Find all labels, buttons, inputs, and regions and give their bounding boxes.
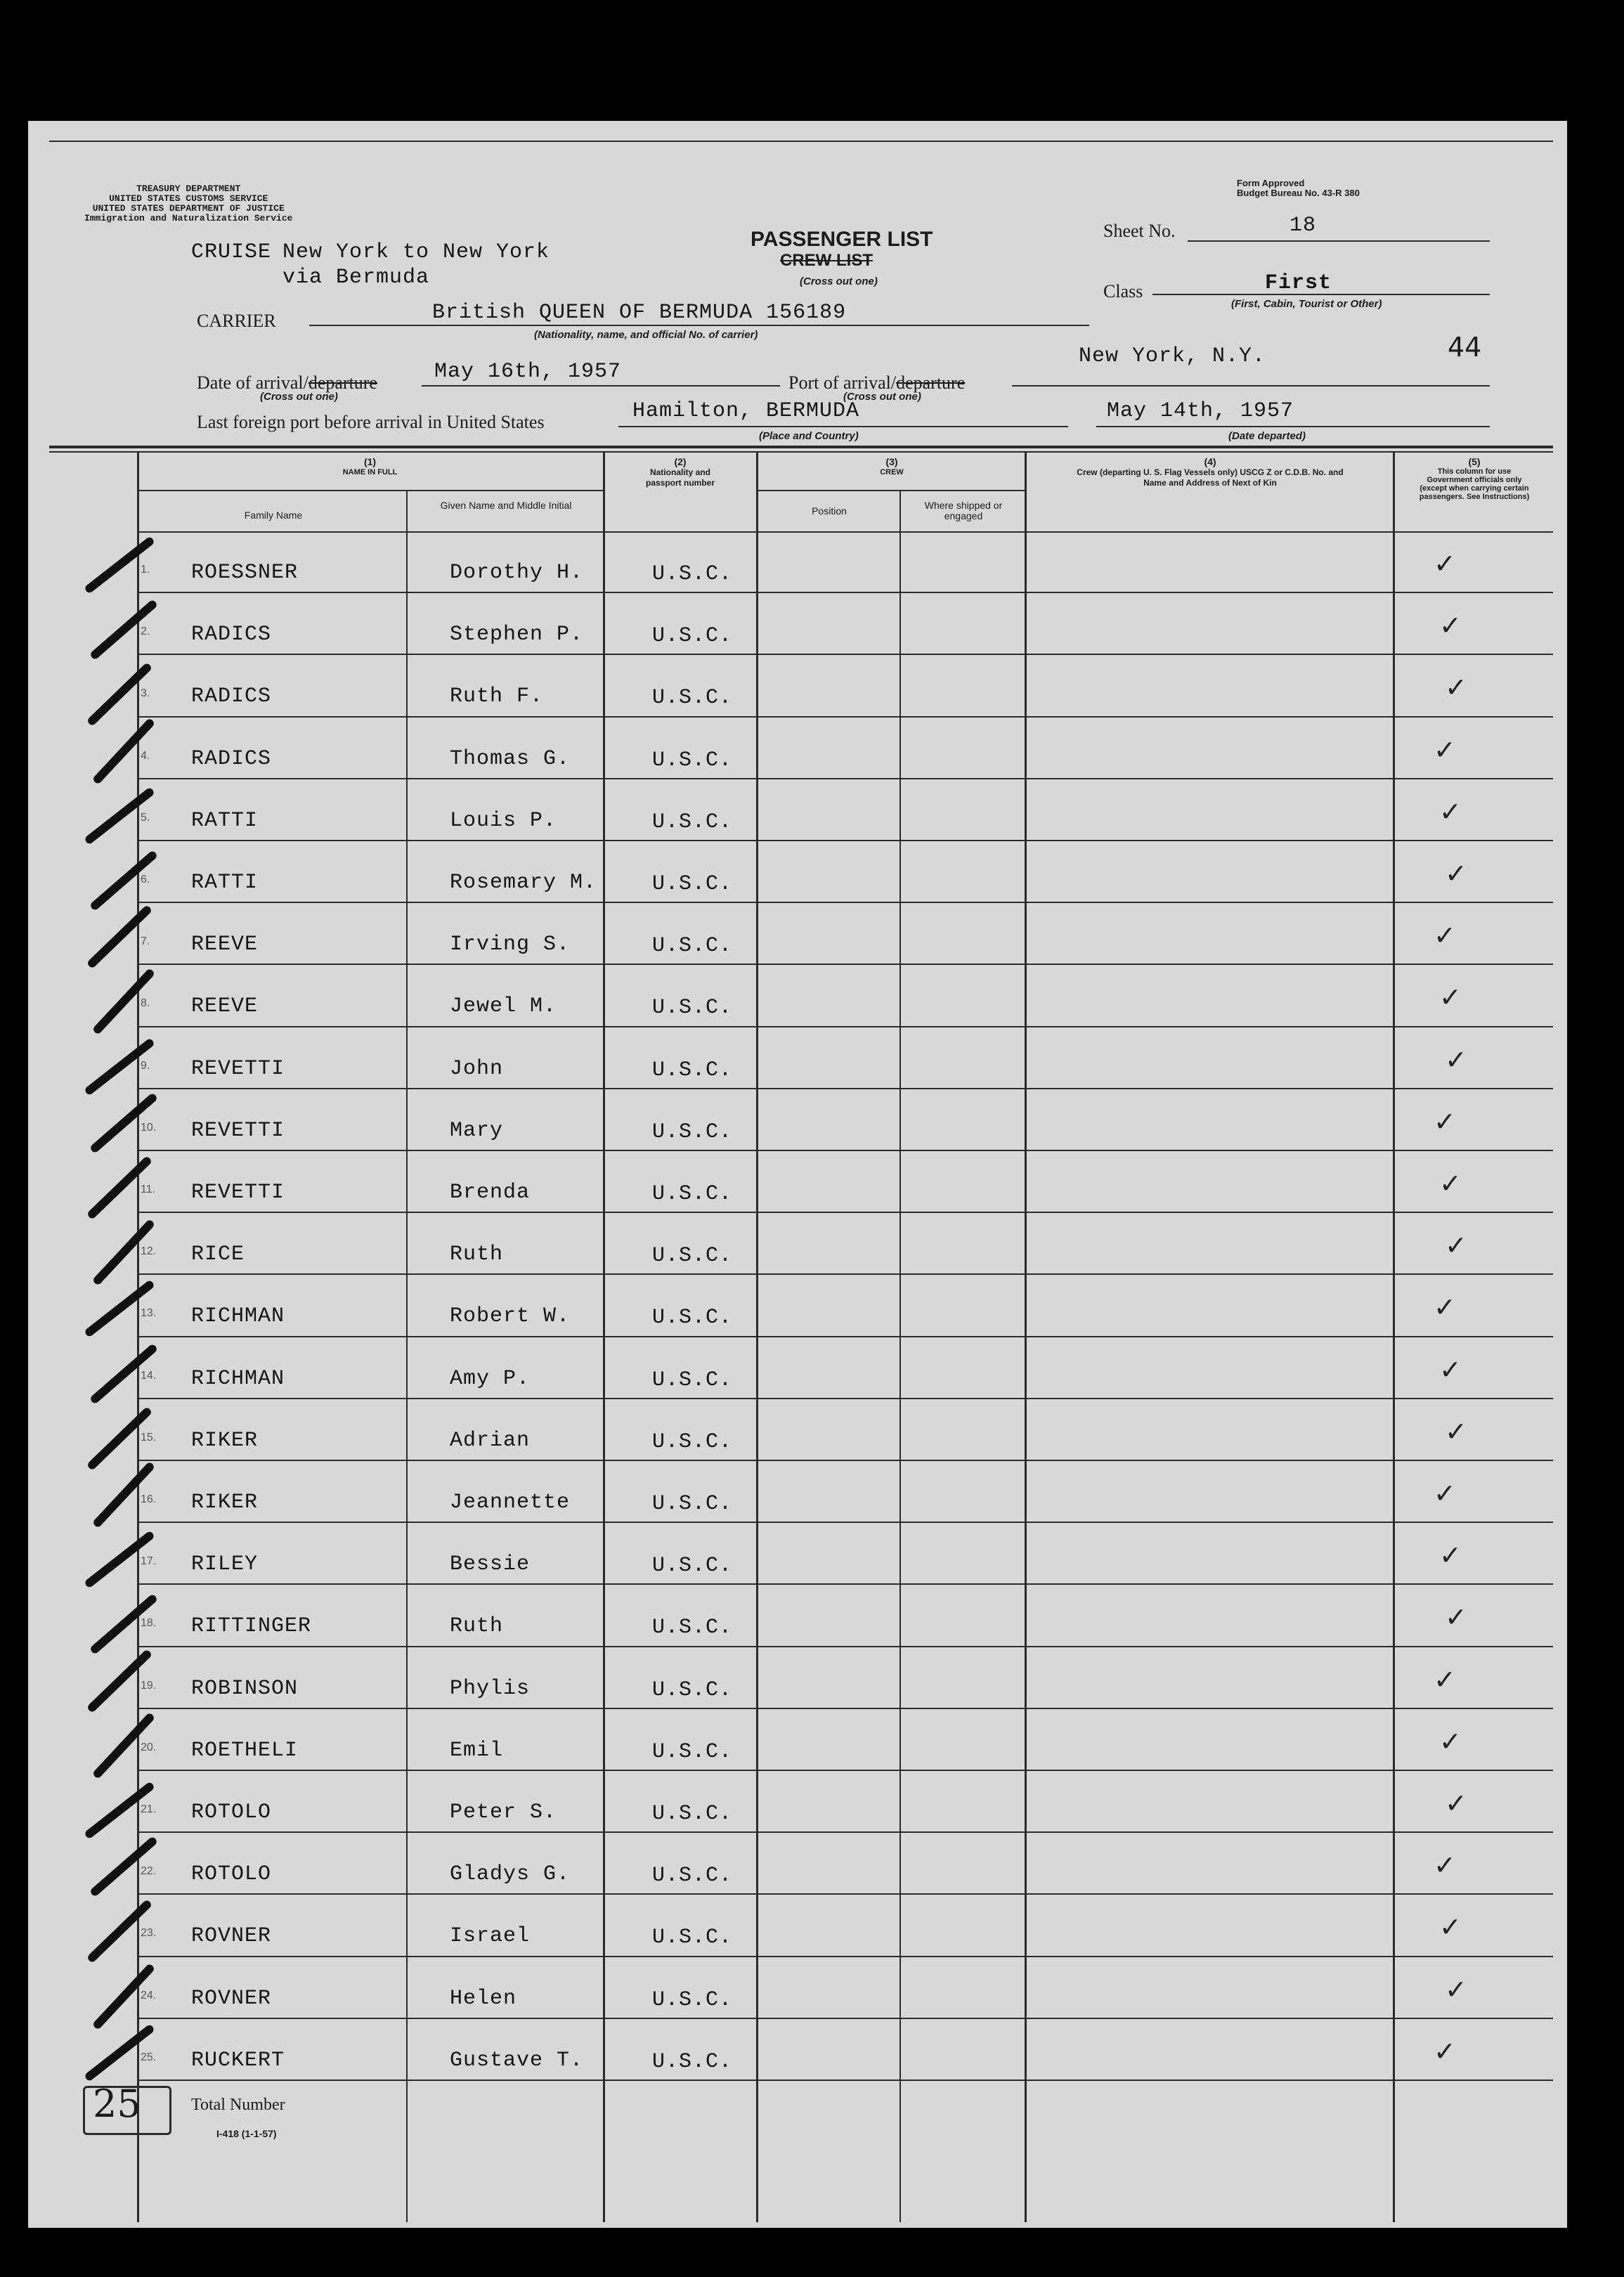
nationality: U.S.C. xyxy=(652,1492,733,1516)
col5-number: (5) xyxy=(1468,456,1481,467)
total-count-handwritten: 25 xyxy=(93,2082,141,2126)
row-rule xyxy=(137,1212,1553,1213)
row-number: 14. xyxy=(141,1369,157,1382)
nationality: U.S.C. xyxy=(652,1926,733,1950)
row-rule xyxy=(137,1646,1553,1647)
official-check-mark: ✓ xyxy=(1434,1663,1456,1695)
nationality: U.S.C. xyxy=(652,1368,733,1392)
given-name: Brenda xyxy=(450,1181,531,1205)
col3-header xyxy=(759,457,1025,478)
row-rule xyxy=(137,964,1553,965)
given-name: Ruth xyxy=(450,1614,504,1639)
official-check-mark: ✓ xyxy=(1445,1973,1467,2005)
row-number: 19. xyxy=(141,1679,157,1692)
given-name: Irving S. xyxy=(450,933,571,957)
row-rule xyxy=(137,778,1553,779)
row-rule xyxy=(137,654,1553,655)
given-name: Jeannette xyxy=(450,1491,571,1514)
arrival-date: May 16th, 1957 xyxy=(434,360,622,384)
family-name: RICE xyxy=(191,1243,245,1267)
table-row xyxy=(28,1091,1567,1153)
row-rule xyxy=(137,1583,1553,1585)
table-row xyxy=(28,1524,1567,1586)
row-rule xyxy=(137,902,1553,903)
row-number: 9. xyxy=(141,1059,150,1072)
port-value: New York, N.Y. xyxy=(1079,344,1266,368)
official-check-mark: ✓ xyxy=(1434,734,1456,765)
table-row xyxy=(28,1649,1567,1711)
given-name: Bessie xyxy=(450,1552,531,1577)
col5-header xyxy=(1396,457,1553,501)
col4-header xyxy=(1027,457,1393,488)
row-number: 6. xyxy=(141,874,150,885)
last-port-value: Hamilton, BERMUDA xyxy=(632,399,860,423)
table-top-rule-2 xyxy=(49,451,1553,453)
given-name: Helen xyxy=(450,1986,517,2011)
family-name: RADICS xyxy=(191,685,272,709)
top-rule xyxy=(49,141,1553,142)
official-check-mark: ✓ xyxy=(1434,1850,1456,1881)
carrier-hint: (Nationality, name, and official No. of carrier) xyxy=(534,329,758,341)
port-rule xyxy=(1012,385,1490,387)
nationality: U.S.C. xyxy=(652,810,733,834)
cruise-line-2: via Bermuda xyxy=(282,266,430,290)
family-name: RUCKERT xyxy=(191,2048,285,2072)
port-label-text: Port of arrival/ xyxy=(788,372,897,393)
nationality: U.S.C. xyxy=(652,1616,733,1640)
family-name: RICHMAN xyxy=(191,1304,285,1329)
family-name: ROTOLO xyxy=(191,1862,272,1887)
col2-title: Nationality and passport number xyxy=(645,467,715,488)
row-rule xyxy=(137,1273,1553,1275)
document-page xyxy=(28,121,1567,2228)
page-number-handwritten: 44 xyxy=(1448,332,1482,363)
nationality: U.S.C. xyxy=(652,686,733,711)
col2-number: (2) xyxy=(674,456,687,467)
col2-header xyxy=(606,457,755,488)
table-row xyxy=(28,1711,1567,1772)
col4-number: (4) xyxy=(1204,456,1216,467)
col3-number: (3) xyxy=(885,456,898,467)
table-row xyxy=(28,1959,1567,2020)
official-check-mark: ✓ xyxy=(1445,672,1467,703)
given-name: Peter S. xyxy=(450,1801,557,1824)
family-name: RATTI xyxy=(191,808,259,833)
col1-header xyxy=(137,457,603,478)
row-number: 22. xyxy=(141,1865,157,1878)
table-row xyxy=(28,656,1567,718)
nationality: U.S.C. xyxy=(652,1306,733,1330)
official-check-mark: ✓ xyxy=(1439,1540,1462,1571)
arrival-label-text: Date of arrival/ xyxy=(197,372,308,393)
family-name-header: Family Name xyxy=(244,510,303,521)
row-rule xyxy=(137,1770,1553,1771)
row-rule xyxy=(137,1522,1553,1523)
col1-title: NAME IN FULL xyxy=(342,468,398,476)
nationality: U.S.C. xyxy=(652,1058,733,1082)
nationality: U.S.C. xyxy=(652,934,733,959)
nationality: U.S.C. xyxy=(652,1182,733,1206)
agency-line: Immigration and Naturalization Service xyxy=(84,213,293,223)
given-name-header: Given Name and Middle Initial xyxy=(440,500,572,511)
agency-line: UNITED STATES DEPARTMENT OF JUSTICE xyxy=(92,203,285,214)
official-check-mark: ✓ xyxy=(1439,982,1462,1013)
col4-title: Crew (departing U. S. Flag Vessels only) USCG Z or C.D.B. No. and Name and Address of Next of Kin xyxy=(1077,467,1344,488)
row-rule xyxy=(137,1398,1553,1399)
nationality: U.S.C. xyxy=(652,872,733,896)
row-rule xyxy=(137,1956,1553,1957)
cross-out-hint: (Cross out one) xyxy=(800,275,878,287)
nationality: U.S.C. xyxy=(652,748,733,772)
nationality: U.S.C. xyxy=(652,1120,733,1144)
given-name: Gladys G. xyxy=(450,1862,571,1887)
given-name: Thomas G. xyxy=(450,746,571,771)
departed-date: May 14th, 1957 xyxy=(1107,399,1294,423)
row-number: 1. xyxy=(141,564,150,576)
official-check-mark: ✓ xyxy=(1445,1044,1467,1075)
cruise-line-1: New York to New York xyxy=(282,240,550,264)
form-approved xyxy=(1237,179,1360,198)
official-check-mark: ✓ xyxy=(1434,548,1456,579)
carrier-label: CARRIER xyxy=(197,311,276,331)
family-name: ROESSNER xyxy=(191,561,299,585)
nationality: U.S.C. xyxy=(652,1864,733,1888)
class-label: Class xyxy=(1103,281,1143,301)
table-row xyxy=(28,1896,1567,1958)
nationality: U.S.C. xyxy=(652,2049,733,2074)
row-rule xyxy=(137,1460,1553,1461)
official-check-mark: ✓ xyxy=(1439,796,1462,827)
family-name: RICHMAN xyxy=(191,1366,285,1391)
position-header: Position xyxy=(812,505,847,517)
given-name: Adrian xyxy=(450,1428,531,1453)
official-check-mark: ✓ xyxy=(1439,1725,1462,1757)
table-row xyxy=(28,843,1567,904)
port-struck: departure xyxy=(896,372,966,393)
class-value: First xyxy=(1265,271,1332,295)
official-check-mark: ✓ xyxy=(1439,1168,1462,1199)
table-row xyxy=(28,1029,1567,1091)
row-number: 13. xyxy=(141,1307,157,1320)
official-check-mark: ✓ xyxy=(1434,1292,1456,1323)
family-name: ROBINSON xyxy=(191,1676,299,1701)
family-name: REVETTI xyxy=(191,1118,285,1143)
given-name: Israel xyxy=(450,1924,531,1949)
nationality: U.S.C. xyxy=(652,562,733,586)
row-number: 24. xyxy=(141,1989,157,2002)
given-name: Phylis xyxy=(450,1676,531,1701)
family-name: REVETTI xyxy=(191,1181,285,1205)
nationality: U.S.C. xyxy=(652,1739,733,1764)
last-port-label: Last foreign port before arrival in United States xyxy=(197,412,545,432)
official-check-mark: ✓ xyxy=(1434,1105,1456,1137)
row-number: 8. xyxy=(141,997,150,1010)
row-rule xyxy=(137,1831,1553,1833)
given-name: Dorothy H. xyxy=(450,561,584,585)
nationality: U.S.C. xyxy=(652,1678,733,1702)
table-row xyxy=(28,595,1567,656)
table-row xyxy=(28,2020,1567,2082)
arrival-hint: (Cross out one) xyxy=(260,391,338,403)
sheet-label: Sheet No. xyxy=(1103,221,1176,241)
row-rule xyxy=(137,1708,1553,1709)
row-number: 2. xyxy=(141,625,150,638)
arrival-struck: departure xyxy=(308,372,377,393)
row-rule xyxy=(137,2018,1553,2019)
row-rule xyxy=(137,592,1553,593)
given-name: Robert W. xyxy=(450,1304,571,1329)
nationality: U.S.C. xyxy=(652,1987,733,2012)
carrier-rule xyxy=(309,325,1089,326)
carrier-value: British QUEEN OF BERMUDA 156189 xyxy=(432,301,847,325)
table-row xyxy=(28,1153,1567,1214)
form-approved-line: Form Approved xyxy=(1237,178,1305,188)
official-check-mark: ✓ xyxy=(1445,1602,1467,1633)
family-name: ROETHELI xyxy=(191,1738,299,1763)
last-port-rule xyxy=(618,426,1068,427)
table-row xyxy=(28,966,1567,1028)
row-number: 18. xyxy=(141,1617,157,1630)
table-row xyxy=(28,1462,1567,1524)
row-rule xyxy=(137,1336,1553,1337)
class-hint: (First, Cabin, Tourist or Other) xyxy=(1231,298,1382,310)
cruise-label: CRUISE xyxy=(191,240,272,264)
row-number: 21. xyxy=(141,1803,157,1815)
row-number: 25. xyxy=(141,2051,157,2063)
agency-block xyxy=(84,184,292,223)
sheet-rule xyxy=(1188,240,1490,242)
official-check-mark: ✓ xyxy=(1434,2035,1456,2067)
agency-line: TREASURY DEPARTMENT xyxy=(136,183,241,194)
table-row xyxy=(28,1276,1567,1338)
official-check-mark: ✓ xyxy=(1445,1230,1467,1261)
hdr-rule-crew xyxy=(756,490,1025,491)
table-row xyxy=(28,904,1567,966)
given-name: Emil xyxy=(450,1738,504,1763)
row-number: 3. xyxy=(141,687,150,700)
row-rule xyxy=(137,1893,1553,1895)
nationality: U.S.C. xyxy=(652,1429,733,1454)
given-name: John xyxy=(450,1056,504,1081)
form-code: I-418 (1-1-57) xyxy=(216,2128,277,2139)
row-number: 12. xyxy=(141,1245,157,1258)
family-name: RATTI xyxy=(191,871,259,895)
sheet-number: 18 xyxy=(1290,214,1317,238)
row-rule xyxy=(137,2080,1553,2081)
table-row xyxy=(28,1401,1567,1462)
shipped-header: Where shipped or engaged xyxy=(924,500,1003,521)
given-name: Ruth F. xyxy=(450,685,544,709)
row-number: 7. xyxy=(141,935,150,948)
table-row xyxy=(28,719,1567,781)
nationality: U.S.C. xyxy=(652,1244,733,1269)
agency-line: UNITED STATES CUSTOMS SERVICE xyxy=(109,193,268,204)
col5-title: This column for use Government officials only (except when carrying certain passengers. See Instructions) xyxy=(1419,467,1530,501)
given-name: Mary xyxy=(450,1118,504,1143)
family-name: REVETTI xyxy=(191,1056,285,1081)
table-row xyxy=(28,1772,1567,1834)
given-name: Louis P. xyxy=(450,808,557,833)
nationality: U.S.C. xyxy=(652,1554,733,1578)
row-number: 4. xyxy=(141,749,150,762)
nationality: U.S.C. xyxy=(652,1802,733,1826)
official-check-mark: ✓ xyxy=(1439,1354,1462,1385)
arrival-rule xyxy=(422,385,780,387)
given-name: Jewel M. xyxy=(450,994,557,1019)
row-number: 16. xyxy=(141,1493,157,1505)
family-name: RADICS xyxy=(191,746,272,771)
page-title: PASSENGER LIST xyxy=(751,228,933,251)
table-row xyxy=(28,1339,1567,1401)
table-row xyxy=(28,533,1567,595)
departed-hint: (Date departed) xyxy=(1228,430,1306,442)
table-row xyxy=(28,1834,1567,1896)
row-number: 17. xyxy=(141,1555,157,1568)
official-check-mark: ✓ xyxy=(1445,1415,1467,1447)
official-check-mark: ✓ xyxy=(1434,920,1456,952)
row-rule xyxy=(137,1150,1553,1151)
row-rule xyxy=(137,716,1553,718)
family-name: ROVNER xyxy=(191,1924,272,1949)
table-top-rule xyxy=(49,446,1553,448)
given-name: Amy P. xyxy=(450,1366,531,1391)
col1-number: (1) xyxy=(363,456,377,467)
family-name: REEVE xyxy=(191,994,259,1019)
row-number: 5. xyxy=(141,811,150,824)
family-name: RADICS xyxy=(191,623,272,647)
row-number: 15. xyxy=(141,1431,157,1444)
given-name: Gustave T. xyxy=(450,2048,584,2072)
family-name: RIKER xyxy=(191,1491,259,1514)
official-check-mark: ✓ xyxy=(1434,1478,1456,1509)
given-name: Rosemary M. xyxy=(450,871,597,895)
crew-list-struck: CREW LIST xyxy=(780,251,873,270)
official-check-mark: ✓ xyxy=(1439,610,1462,642)
table-row xyxy=(28,1586,1567,1648)
row-number: 23. xyxy=(141,1927,157,1940)
row-number: 11. xyxy=(141,1183,156,1195)
family-name: ROTOLO xyxy=(191,1801,272,1824)
official-check-mark: ✓ xyxy=(1445,858,1467,889)
official-check-mark: ✓ xyxy=(1445,1788,1467,1819)
family-name: REEVE xyxy=(191,933,259,957)
total-label: Total Number xyxy=(191,2096,285,2114)
row-rule xyxy=(137,840,1553,841)
row-number: 20. xyxy=(141,1741,157,1753)
family-name: ROVNER xyxy=(191,1986,272,2011)
row-number: 10. xyxy=(141,1121,157,1134)
table-row xyxy=(28,781,1567,843)
nationality: U.S.C. xyxy=(652,996,733,1020)
nationality: U.S.C. xyxy=(652,624,733,649)
given-name: Stephen P. xyxy=(450,623,584,647)
family-name: RITTINGER xyxy=(191,1614,312,1639)
family-name: RIKER xyxy=(191,1428,259,1453)
place-hint: (Place and Country) xyxy=(759,430,859,442)
row-rule xyxy=(137,1026,1553,1027)
given-name: Ruth xyxy=(450,1243,504,1267)
family-name: RILEY xyxy=(191,1552,259,1577)
official-check-mark: ✓ xyxy=(1439,1912,1462,1943)
port-hint: (Cross out one) xyxy=(843,391,921,403)
hdr-rule-name xyxy=(137,490,603,491)
departed-rule xyxy=(1096,426,1490,427)
row-rule xyxy=(137,1088,1553,1089)
form-approved-line: Budget Bureau No. 43-R 380 xyxy=(1237,188,1360,198)
table-row xyxy=(28,1214,1567,1276)
col3-title: CREW xyxy=(880,468,904,476)
